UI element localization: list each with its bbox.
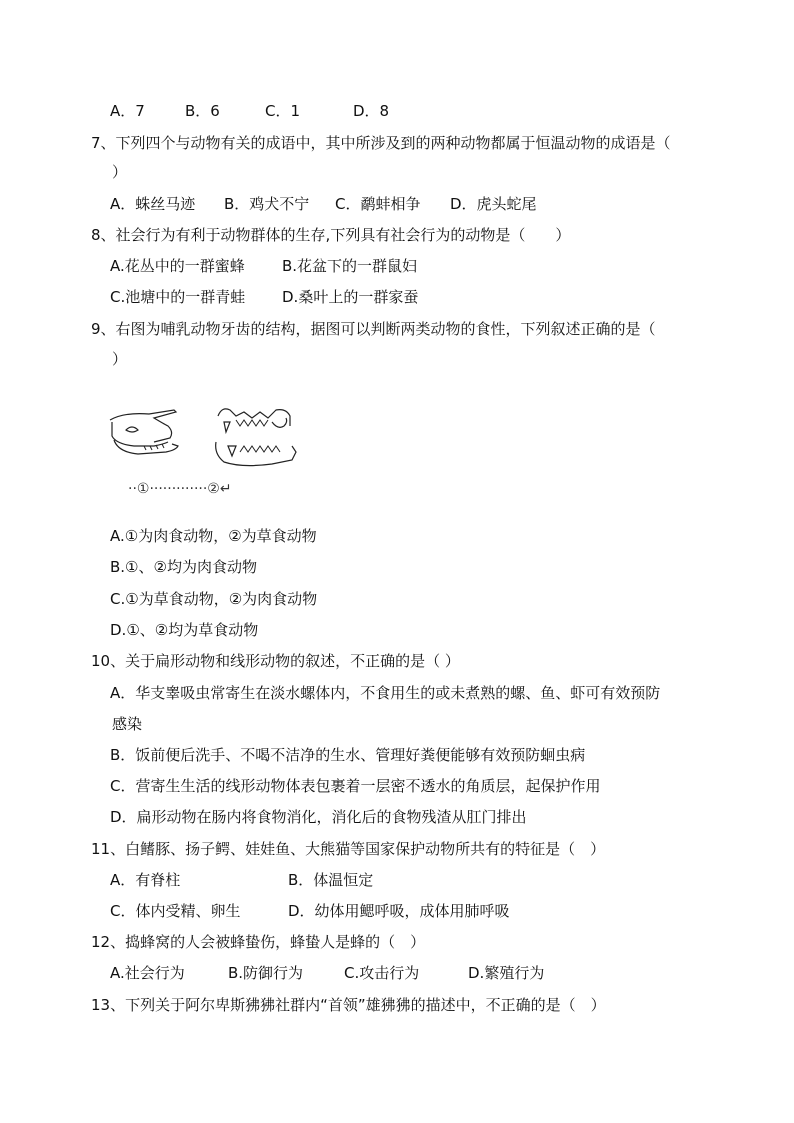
q13-stem: 13、下列关于阿尔卑斯狒狒社群内“首领”雄狒狒的描述中，不正确的是（ ） [91,996,606,1014]
q9-option-a: A.①为肉食动物，②为草食动物 [110,527,317,545]
q6-option-c: C．1 [265,102,301,120]
q10-option-a-line2: 感染 [112,715,143,733]
q9-option-b: B.①、②均为肉食动物 [110,558,257,576]
q11-stem: 11、白鳍豚、扬子鳄、娃娃鱼、大熊猫等国家保护动物所共有的特征是（ ） [91,840,606,858]
q9-stem: 9、右图为哺乳动物牙齿的结构，据图可以判断两类动物的食性，下列叙述正确的是（ [91,320,656,338]
q10-option-c: C．营寄生生活的线形动物体表包裹着一层密不透水的角质层，起保护作用 [110,777,601,795]
q6-option-a: A．7 [110,102,145,120]
q12-option-a: A.社会行为 [110,964,185,982]
q11-option-d: D．幼体用鳃呼吸，成体用肺呼吸 [288,902,510,920]
q9-stem-cont: ） [112,350,128,368]
q10-stem: 10、关于扁形动物和线形动物的叙述，不正确的是（ ） [91,652,460,670]
q7-stem-cont: ） [112,163,128,181]
q12-option-c: C.攻击行为 [344,964,420,982]
herbivore-skull-image [110,410,178,454]
teeth-figure [104,402,304,482]
q12-option-b: B.防御行为 [228,964,304,982]
q9-option-c: C.①为草食动物，②为肉食动物 [110,590,318,608]
q10-option-b: B．饭前便后洗手、不喝不洁净的生水、管理好粪便能够有效预防蛔虫病 [110,746,586,764]
q9-figure-caption: ··①·············②↵ [128,481,232,497]
q10-option-d: D．扁形动物在肠内将食物消化，消化后的食物残渣从肛门排出 [110,808,527,826]
q7-option-a: A．蛛丝马迹 [110,195,196,213]
q8-option-d: D.桑叶上的一群家蚕 [282,288,419,306]
q8-option-c: C.池塘中的一群青蛙 [110,288,246,306]
q11-option-b: B．体温恒定 [288,871,374,889]
q7-stem: 7、下列四个与动物有关的成语中，其中所涉及到的两种动物都属于恒温动物的成语是（ [91,134,671,152]
q12-stem: 12、捣蜂窝的人会被蜂蛰伤，蜂蛰人是蜂的（ ） [91,933,426,951]
q6-option-d: D．8 [353,102,390,120]
q9-option-d: D.①、②均为草食动物 [110,621,259,639]
q8-option-a: A.花丛中的一群蜜蜂 [110,257,245,275]
carnivore-skull-image [216,409,296,466]
q8-stem: 8、社会行为有利于动物群体的生存,下列具有社会行为的动物是（ ） [91,226,571,244]
q10-option-a-line1: A．华支睾吸虫常寄生在淡水螺体内，不食用生的或未煮熟的螺、鱼、虾可有效预防 [110,684,661,702]
q6-option-b: B．6 [185,102,220,120]
q7-option-d: D．虎头蛇尾 [450,195,537,213]
q7-option-c: C．鹬蚌相争 [335,195,421,213]
q8-option-b: B.花盆下的一群鼠妇 [282,257,418,275]
q7-option-b: B．鸡犬不宁 [224,195,310,213]
q11-option-c: C．体内受精、卵生 [110,902,241,920]
q12-option-d: D.繁殖行为 [468,964,545,982]
q11-option-a: A．有脊柱 [110,871,181,889]
